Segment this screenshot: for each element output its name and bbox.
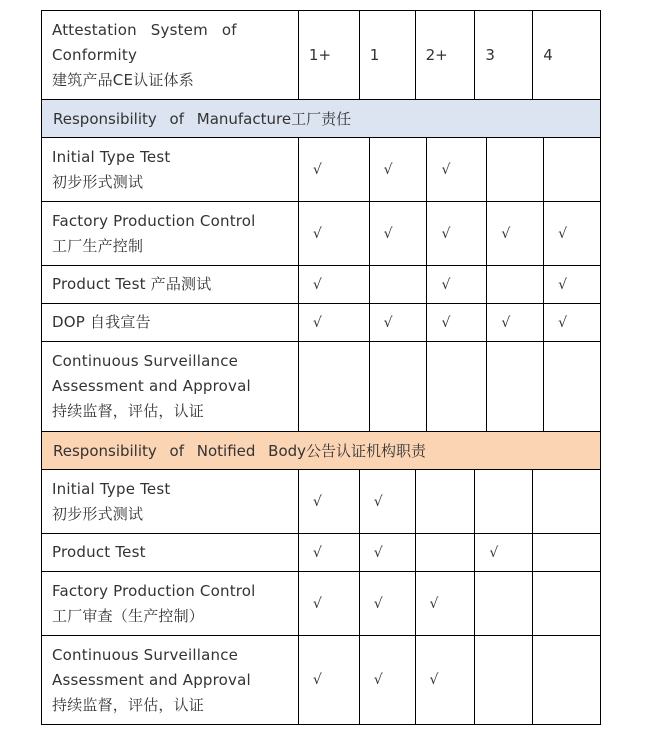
row-label-line: 工厂审查（生产控制） — [52, 606, 205, 625]
check-cell — [299, 342, 370, 431]
check-cell — [533, 572, 600, 635]
check-cell: √ — [299, 572, 360, 635]
check-cell — [487, 266, 544, 303]
check-cell: √ — [299, 266, 370, 303]
table-row — [42, 266, 600, 304]
system-label-line2: Conformity — [52, 45, 138, 64]
level-header: 1+ — [299, 11, 360, 99]
check-cell — [487, 342, 544, 431]
table-row — [42, 138, 600, 202]
manufacture-section-title: Responsibility of Manufacture工厂责任 — [42, 100, 600, 138]
table-header — [41, 10, 601, 100]
check-cell: √ — [475, 534, 533, 571]
system-label-line1: Attestation System of — [52, 20, 237, 39]
row-label-line: 初步形式测试 — [52, 172, 144, 191]
check-cell — [370, 342, 428, 431]
check-cell — [416, 470, 476, 533]
level-header: 1 — [360, 11, 416, 99]
row-label-cell — [42, 202, 299, 265]
check-cell: √ — [416, 636, 476, 724]
row-label-line: Product Test — [52, 543, 146, 561]
check-cell — [475, 470, 533, 533]
check-cell: √ — [370, 138, 428, 201]
row-label-line: Assessment and Approval — [52, 670, 251, 689]
check-cell — [544, 342, 600, 431]
table-row — [42, 470, 600, 534]
row-label-line: Initial Type Test — [52, 147, 171, 166]
row-label-cell — [42, 534, 299, 571]
check-cell: √ — [360, 470, 416, 533]
row-label-cell — [42, 572, 299, 635]
check-cell: √ — [360, 534, 416, 571]
table-row — [42, 202, 600, 266]
check-cell: √ — [558, 225, 568, 242]
check-cell: √ — [360, 572, 416, 635]
check-cell: √ — [416, 572, 476, 635]
header-row — [42, 11, 600, 99]
level-header: 3 — [475, 11, 533, 99]
check-cell: √ — [370, 202, 428, 265]
check-cell: √ — [427, 202, 487, 265]
row-label-cell — [42, 342, 299, 431]
system-label-zh: 建筑产品CE认证体系 — [52, 70, 194, 89]
check-cell — [427, 342, 487, 431]
check-cell — [544, 138, 600, 201]
check-cell — [475, 572, 533, 635]
row-label-line: Initial Type Test — [52, 479, 171, 498]
row-label-line: Factory Production Control — [52, 211, 256, 230]
table-row — [42, 304, 600, 342]
level-header: 2+ — [416, 11, 476, 99]
check-cell — [533, 470, 600, 533]
check-cell: √ — [370, 304, 428, 341]
table-row — [42, 572, 600, 636]
check-cell: √ — [299, 202, 370, 265]
level-header: 4 — [543, 46, 553, 64]
check-cell: √ — [427, 138, 487, 201]
check-cell: √ — [360, 636, 416, 724]
check-cell: √ — [558, 276, 568, 293]
check-cell: √ — [299, 534, 360, 571]
row-label-line: DOP 自我宣告 — [52, 313, 151, 331]
row-label-line: 工厂生产控制 — [52, 236, 144, 255]
notified-body-section-title: Responsibility of Notified Body公告认证机构职责 — [42, 432, 600, 470]
row-label-line: Continuous Surveillance — [52, 645, 239, 664]
check-cell: √ — [558, 314, 568, 331]
system-label-cell — [42, 11, 299, 99]
check-cell: √ — [487, 202, 544, 265]
check-cell — [416, 534, 476, 571]
row-label-line: Assessment and Approval — [52, 377, 251, 395]
conformity-table — [41, 10, 601, 725]
row-label-line: 持续监督，评估，认证 — [52, 402, 205, 420]
check-cell: √ — [427, 266, 487, 303]
row-label-line: Product Test 产品测试 — [52, 275, 212, 293]
check-cell: √ — [427, 304, 487, 341]
row-label-cell — [42, 266, 299, 303]
check-cell — [475, 636, 533, 724]
row-label-cell — [42, 138, 299, 201]
row-label-cell — [42, 470, 299, 533]
check-cell: √ — [487, 304, 544, 341]
notified-body-section — [41, 432, 601, 725]
table-row — [42, 534, 600, 572]
check-cell: √ — [299, 304, 370, 341]
check-cell — [533, 636, 600, 724]
row-label-line: 持续监督，评估，认证 — [52, 695, 205, 714]
check-cell — [533, 534, 600, 571]
check-cell — [370, 266, 428, 303]
row-label-line: Factory Production Control — [52, 581, 256, 600]
row-label-line: Continuous Surveillance — [52, 352, 239, 370]
check-cell: √ — [299, 138, 370, 201]
check-cell: √ — [299, 636, 360, 724]
table-row — [42, 342, 600, 431]
row-label-line: 初步形式测试 — [52, 504, 144, 523]
check-cell — [487, 138, 544, 201]
manufacture-section — [41, 100, 601, 432]
check-cell: √ — [299, 470, 360, 533]
row-label-cell — [42, 304, 299, 341]
row-label-cell — [42, 636, 299, 724]
table-row — [42, 636, 600, 724]
